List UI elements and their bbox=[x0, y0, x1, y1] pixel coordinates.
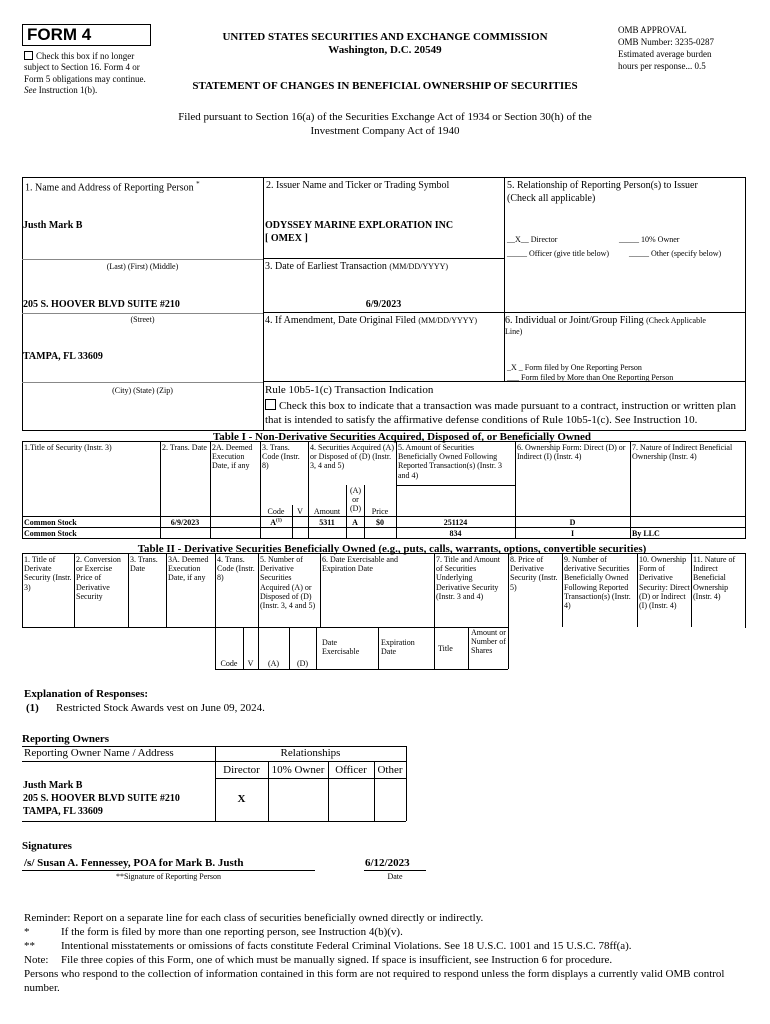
t1-row1-aord: A bbox=[352, 518, 358, 527]
filing-label: 6. Individual or Joint/Group Filing (Check Applicable bbox=[505, 315, 706, 326]
t1-h5: 5. Amount of Securities Beneficially Owned Following Reported Transaction(s) (Instr. 3 and 4) bbox=[398, 443, 502, 480]
t1-row1-amount: 5311 bbox=[319, 518, 335, 527]
explanation-num: (1) bbox=[26, 702, 39, 714]
earliest-transaction-label: 3. Date of Earliest Transaction (MM/DD/YYYY) bbox=[265, 261, 449, 272]
issuer-ticker: [ OMEX ] bbox=[265, 233, 308, 244]
t1-h2: 2. Trans. Date bbox=[162, 443, 207, 452]
signer-name: /s/ Susan A. Fennessey, POA for Mark B. Justh bbox=[24, 857, 244, 869]
reporting-person-label: 1. Name and Address of Reporting Person * bbox=[25, 180, 200, 194]
rule-10b5-checkbox[interactable] bbox=[265, 399, 276, 410]
t1-row2-title: Common Stock bbox=[24, 529, 77, 538]
t1-h4: 4. Securities Acquired (A) or Disposed of (D) (Instr. 3, 4 and 5) bbox=[310, 443, 394, 471]
t1-row1-form: D bbox=[569, 518, 576, 527]
t2-h2: 2. Conversion or Exercise Price of Derivative Security bbox=[76, 555, 121, 601]
table2-title: Table II - Derivative Securities Beneficially Owned (e.g., puts, calls, warrants, options, convertible securities) bbox=[137, 543, 647, 555]
footnote-note: File three copies of this Form, one of which must be manually signed. If space is insufficient, see Instruction 6 for procedure. bbox=[61, 954, 613, 966]
t2-h3: 3. Trans. Date bbox=[130, 555, 158, 574]
city-hint: (City) (State) (Zip) bbox=[112, 386, 173, 395]
street-hint: (Street) bbox=[130, 315, 155, 324]
owners-col-director: Director bbox=[223, 764, 260, 776]
owners-col-officer: Officer bbox=[335, 764, 367, 776]
t2-sub-d: (D) bbox=[296, 659, 309, 668]
t2-h11: 11. Nature of Indirect Beneficial Ownership (Instr. 4) bbox=[693, 555, 736, 601]
rule-10b5-label: Rule 10b5-1(c) Transaction Indication bbox=[265, 384, 434, 396]
issuer-name: ODYSSEY MARINE EXPLORATION INC bbox=[265, 220, 454, 231]
t2-h9: 9. Number of derivative Securities Beneficially Owned Following Reported Transaction(s) (Instr. 4) bbox=[564, 555, 631, 610]
reminder: Reminder: Report on a separate line for each class of securities beneficially owned directly or indirectly. bbox=[24, 912, 484, 924]
relationship-ten-pct: _____ 10% Owner bbox=[619, 235, 680, 244]
owners-col-ten: 10% Owner bbox=[271, 764, 325, 776]
owners-col-name: Reporting Owner Name / Address bbox=[24, 747, 174, 759]
omb-burden-1: Estimated average burden bbox=[618, 49, 712, 59]
footnote-note-mark: Note: bbox=[24, 954, 49, 966]
omb-approval: OMB APPROVAL bbox=[618, 25, 687, 35]
t2-h5: 5. Number of Derivative Securities Acquired (A) or Disposed of (D) (Instr. 3, 4 and 5) bbox=[260, 555, 316, 610]
relationship-sublabel: (Check all applicable) bbox=[507, 193, 596, 204]
t1-row1-title: Common Stock bbox=[24, 518, 77, 527]
owners-col-other: Other bbox=[377, 764, 403, 776]
t1-row1-date: 6/9/2023 bbox=[170, 518, 200, 527]
t2-h8: 8. Price of Derivative Security (Instr. 5) bbox=[510, 555, 558, 592]
form-title: FORM 4 bbox=[27, 25, 92, 44]
footnote-star1-mark: * bbox=[24, 926, 30, 938]
reporting-person-city: TAMPA, FL 33609 bbox=[23, 351, 103, 362]
owner-director-mark: X bbox=[237, 793, 246, 805]
t1-row2-form: I bbox=[570, 529, 575, 538]
agency-name: UNITED STATES SECURITIES AND EXCHANGE COMMISSION bbox=[222, 31, 548, 43]
t1-h1: 1.Title of Security (Instr. 3) bbox=[24, 443, 112, 452]
owner-city: TAMPA, FL 33609 bbox=[23, 806, 103, 817]
t1-row2-owned: 834 bbox=[449, 529, 462, 538]
reporting-person-name: Justh Mark B bbox=[23, 220, 83, 231]
t1-row1-owned: 251124 bbox=[443, 518, 468, 527]
t1-h6: 6. Ownership Form: Direct (D) or Indirect (I) (Instr. 4) bbox=[517, 443, 626, 462]
relationship-label: 5. Relationship of Reporting Person(s) to Issuer bbox=[507, 180, 698, 191]
t2-h10: 10. Ownership Form of Derivative Security: Direct (D) or Indirect (I) (Instr. 4) bbox=[639, 555, 690, 610]
owners-title: Reporting Owners bbox=[22, 733, 110, 745]
t2-sub-exercisable: Date Exercisable bbox=[322, 638, 360, 657]
footnote-star2: Intentional misstatements or omissions of facts constitute Federal Criminal Violations. See 18 U.S.C. 1001 and 15 U.S.C. 78ff(a). bbox=[61, 940, 632, 952]
t1-sub-amount: Amount bbox=[313, 507, 341, 516]
t1-row1-price: $0 bbox=[376, 518, 384, 527]
filed-pursuant-2: Investment Company Act of 1940 bbox=[310, 125, 460, 137]
owner-street: 205 S. HOOVER BLVD SUITE #210 bbox=[23, 793, 180, 804]
t1-row1-code: $A^{(1)}$ bbox=[270, 518, 282, 527]
omb-persons-notice: Persons who respond to the collection of information contained in this form are not required to respond unless the form displays a currently valid OMB control number. bbox=[24, 968, 725, 994]
t2-sub-amount: Amount or Number of Shares bbox=[471, 628, 506, 656]
reporting-person-street: 205 S. HOOVER BLVD SUITE #210 bbox=[23, 299, 180, 310]
t2-sub-title: Title bbox=[438, 644, 453, 653]
footnote-star2-mark: ** bbox=[24, 940, 35, 952]
t1-sub-code: Code bbox=[267, 507, 285, 516]
t2-sub-a: (A) bbox=[267, 659, 280, 668]
signature-date: 6/12/2023 bbox=[365, 857, 410, 869]
t2-sub-code: Code bbox=[220, 659, 238, 668]
t1-sub-aord: (A) or (D) bbox=[349, 486, 362, 514]
relationship-other: _____ Other (specify below) bbox=[629, 249, 722, 258]
filing-one-person: _X _ Form filed by One Reporting Person bbox=[507, 363, 642, 372]
relationship-director: __X__ Director bbox=[507, 235, 558, 244]
relationship-officer: _____ Officer (give title below) bbox=[507, 249, 610, 258]
signatures-title: Signatures bbox=[22, 840, 72, 852]
issuer-label: 2. Issuer Name and Ticker or Trading Symbol bbox=[266, 180, 450, 191]
t1-sub-v: V bbox=[297, 507, 303, 516]
t1-sub-price: Price bbox=[371, 507, 389, 516]
section16-checkbox[interactable] bbox=[24, 51, 33, 60]
signature-caption: **Signature of Reporting Person bbox=[115, 872, 222, 881]
t1-h2a: 2A. Deemed Execution Date, if any bbox=[212, 443, 253, 471]
filing-more-persons: ___ Form filed by More than One Reporting Person bbox=[507, 373, 674, 382]
t2-h3a: 3A. Deemed Execution Date, if any bbox=[168, 555, 209, 583]
statement-title: STATEMENT OF CHANGES IN BENEFICIAL OWNERSHIP OF SECURITIES bbox=[192, 80, 578, 92]
footnote-star1: If the form is filed by more than one reporting person, see Instruction 4(b)(v). bbox=[61, 926, 403, 938]
omb-number: OMB Number: 3235-0287 bbox=[618, 37, 714, 47]
filing-label-line: Line) bbox=[505, 327, 523, 336]
section16-checkbox-text: Check this box if no longer subject to Section 16. Form 4 or Form 5 obligations may continue. See Instruction 1(b). bbox=[24, 51, 146, 95]
explanation-title: Explanation of Responses: bbox=[24, 688, 149, 700]
t2-h1: 1. Title of Derivate Security (Instr. 3) bbox=[24, 555, 72, 592]
t2-h6: 6. Date Exercisable and Expiration Date bbox=[322, 555, 398, 574]
filed-pursuant-1: Filed pursuant to Section 16(a) of the Securities Exchange Act of 1934 or Section 30(h) of the bbox=[178, 111, 592, 123]
t2-sub-expiration: Expiration Date bbox=[381, 638, 415, 657]
explanation-text: Restricted Stock Awards vest on June 09, 2024. bbox=[56, 702, 265, 714]
t2-h4: 4. Trans. Code (Instr. 8) bbox=[217, 555, 255, 583]
t1-row2-nature: By LLC bbox=[632, 529, 660, 538]
t1-h3: 3. Trans. Code (Instr. 8) bbox=[262, 443, 300, 471]
earliest-transaction-date: 6/9/2023 bbox=[365, 299, 402, 310]
t2-sub-v: V bbox=[247, 659, 254, 668]
owners-col-relationships: Relationships bbox=[280, 747, 341, 759]
owner-name: Justh Mark B bbox=[23, 780, 83, 791]
t2-h7: 7. Title and Amount of Securities Underlying Derivative Security (Instr. 3 and 4) bbox=[436, 555, 501, 601]
date-caption: Date bbox=[387, 872, 403, 881]
agency-city: Washington, D.C. 20549 bbox=[328, 44, 442, 56]
omb-burden-2: hours per response... 0.5 bbox=[618, 61, 706, 71]
t1-h7: 7. Nature of Indirect Beneficial Ownership (Instr. 4) bbox=[632, 443, 733, 462]
name-hint: (Last) (First) (Middle) bbox=[106, 262, 179, 271]
table1-title: Table I - Non-Derivative Securities Acquired, Disposed of, or Beneficially Owned bbox=[212, 431, 592, 443]
rule-10b5-text: Check this box to indicate that a transaction was made pursuant to a contract, instruction or written plan that is intended to satisfy the affirmative defense conditions of Rule 10b5-1(c). See Instruction 10. bbox=[265, 400, 736, 427]
amendment-label: 4. If Amendment, Date Original Filed (MM/DD/YYYY) bbox=[265, 315, 477, 326]
